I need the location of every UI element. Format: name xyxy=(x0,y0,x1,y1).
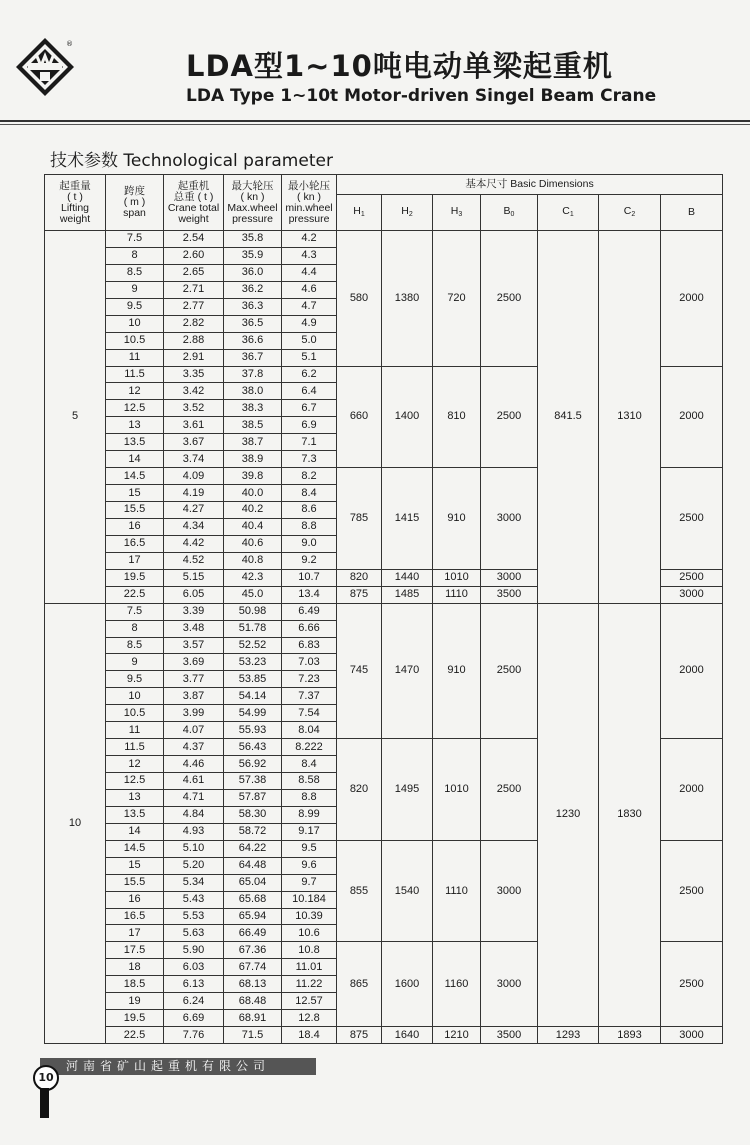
table-row xyxy=(45,603,723,620)
max-pressure-cell: 35.8 xyxy=(224,231,282,248)
span-cell: 12.5 xyxy=(106,400,164,417)
span-cell: 10 xyxy=(106,315,164,332)
max-pressure-cell: 55.93 xyxy=(224,722,282,739)
min-pressure-cell: 8.04 xyxy=(282,722,337,739)
max-pressure-cell: 36.7 xyxy=(224,349,282,366)
min-pressure-cell: 10.7 xyxy=(282,569,337,586)
max-pressure-cell: 64.48 xyxy=(224,857,282,874)
h1-cell: 875 xyxy=(337,586,382,603)
max-pressure-cell: 71.5 xyxy=(224,1027,282,1044)
total-weight-cell: 3.67 xyxy=(164,434,224,451)
max-pressure-cell: 35.9 xyxy=(224,247,282,264)
min-pressure-cell: 7.3 xyxy=(282,451,337,468)
max-pressure-cell: 37.8 xyxy=(224,366,282,383)
total-weight-cell: 5.63 xyxy=(164,925,224,942)
span-cell: 8.5 xyxy=(106,637,164,654)
total-weight-cell: 3.48 xyxy=(164,620,224,637)
min-pressure-cell: 10.8 xyxy=(282,942,337,959)
header-rule xyxy=(0,120,750,122)
span-cell: 18.5 xyxy=(106,976,164,993)
header-min-pressure: 最小轮压 ( kn ) min.wheel pressure xyxy=(282,175,337,231)
h1-cell: 580 xyxy=(337,231,382,367)
span-cell: 15 xyxy=(106,485,164,502)
h3-cell: 1010 xyxy=(433,569,481,586)
min-pressure-cell: 9.6 xyxy=(282,857,337,874)
header-b0: $B_0$ xyxy=(481,195,538,231)
max-pressure-cell: 54.14 xyxy=(224,688,282,705)
h2-cell: 1485 xyxy=(382,586,433,603)
h1-cell: 820 xyxy=(337,569,382,586)
total-weight-cell: 5.20 xyxy=(164,857,224,874)
min-pressure-cell: 7.23 xyxy=(282,671,337,688)
h2-cell: 1415 xyxy=(382,468,433,570)
total-weight-cell: 3.52 xyxy=(164,400,224,417)
min-pressure-cell: 8.4 xyxy=(282,485,337,502)
min-pressure-cell: 6.49 xyxy=(282,603,337,620)
h3-cell: 1110 xyxy=(433,586,481,603)
span-cell: 8 xyxy=(106,620,164,637)
max-pressure-cell: 36.3 xyxy=(224,298,282,315)
max-pressure-cell: 58.30 xyxy=(224,806,282,823)
b0-cell: 2500 xyxy=(481,603,538,739)
c1-cell: 841.5 xyxy=(538,231,599,604)
total-weight-cell: 3.57 xyxy=(164,637,224,654)
h3-cell: 910 xyxy=(433,468,481,570)
max-pressure-cell: 40.6 xyxy=(224,535,282,552)
header-h1: $H_1$ xyxy=(337,195,382,231)
span-cell: 14 xyxy=(106,451,164,468)
span-cell: 12 xyxy=(106,383,164,400)
h3-cell: 1110 xyxy=(433,840,481,942)
min-pressure-cell: 13.4 xyxy=(282,586,337,603)
min-pressure-cell: 6.7 xyxy=(282,400,337,417)
min-pressure-cell: 5.0 xyxy=(282,332,337,349)
min-pressure-cell: 8.2 xyxy=(282,468,337,485)
b0-cell: 2500 xyxy=(481,739,538,841)
page-title-chinese: LDA型1~10吨电动单梁起重机 xyxy=(186,49,613,83)
max-pressure-cell: 40.8 xyxy=(224,552,282,569)
page-number: 10 xyxy=(33,1065,59,1091)
h2-cell: 1540 xyxy=(382,840,433,942)
total-weight-cell: 2.54 xyxy=(164,231,224,248)
max-pressure-cell: 52.52 xyxy=(224,637,282,654)
company-name: 河南省矿山起重机有限公司 xyxy=(66,1059,271,1073)
b-cell: 2000 xyxy=(661,366,723,468)
total-weight-cell: 4.09 xyxy=(164,468,224,485)
c2-cell: 1893 xyxy=(599,1027,661,1044)
total-weight-cell: 6.24 xyxy=(164,993,224,1010)
total-weight-cell: 2.65 xyxy=(164,264,224,281)
b0-cell: 3000 xyxy=(481,569,538,586)
total-weight-cell: 4.07 xyxy=(164,722,224,739)
min-pressure-cell: 12.8 xyxy=(282,1010,337,1027)
header-basic-dimensions: 基本尺寸 Basic Dimensions xyxy=(337,175,723,195)
min-pressure-cell: 4.7 xyxy=(282,298,337,315)
max-pressure-cell: 50.98 xyxy=(224,603,282,620)
h2-cell: 1495 xyxy=(382,739,433,841)
span-cell: 9.5 xyxy=(106,671,164,688)
total-weight-cell: 3.74 xyxy=(164,451,224,468)
min-pressure-cell: 8.6 xyxy=(282,502,337,519)
total-weight-cell: 4.61 xyxy=(164,773,224,790)
min-pressure-cell: 7.03 xyxy=(282,654,337,671)
total-weight-cell: 5.53 xyxy=(164,908,224,925)
min-pressure-cell: 9.7 xyxy=(282,874,337,891)
h3-cell: 1010 xyxy=(433,739,481,841)
total-weight-cell: 2.71 xyxy=(164,281,224,298)
min-pressure-cell: 10.6 xyxy=(282,925,337,942)
span-cell: 9 xyxy=(106,654,164,671)
total-weight-cell: 3.87 xyxy=(164,688,224,705)
total-weight-cell: 6.13 xyxy=(164,976,224,993)
span-cell: 17 xyxy=(106,552,164,569)
header-lifting-weight: 起重量 ( t ) Lifting weight xyxy=(45,175,106,231)
max-pressure-cell: 57.87 xyxy=(224,789,282,806)
total-weight-cell: 3.69 xyxy=(164,654,224,671)
max-pressure-cell: 68.13 xyxy=(224,976,282,993)
total-weight-cell: 4.46 xyxy=(164,756,224,773)
min-pressure-cell: 6.66 xyxy=(282,620,337,637)
header-h3: $H_3$ xyxy=(433,195,481,231)
span-cell: 14 xyxy=(106,823,164,840)
h2-cell: 1400 xyxy=(382,366,433,468)
h1-cell: 785 xyxy=(337,468,382,570)
total-weight-cell: 2.91 xyxy=(164,349,224,366)
b0-cell: 3000 xyxy=(481,468,538,570)
max-pressure-cell: 42.3 xyxy=(224,569,282,586)
total-weight-cell: 4.34 xyxy=(164,518,224,535)
b-cell: 3000 xyxy=(661,586,723,603)
c1-cell: 1230 xyxy=(538,603,599,1026)
span-cell: 12.5 xyxy=(106,773,164,790)
total-weight-cell: 4.42 xyxy=(164,535,224,552)
span-cell: 16 xyxy=(106,891,164,908)
total-weight-cell: 3.61 xyxy=(164,417,224,434)
total-weight-cell: 4.37 xyxy=(164,739,224,756)
total-weight-cell: 6.69 xyxy=(164,1010,224,1027)
min-pressure-cell: 5.1 xyxy=(282,349,337,366)
span-cell: 11 xyxy=(106,349,164,366)
total-weight-cell: 4.19 xyxy=(164,485,224,502)
total-weight-cell: 4.84 xyxy=(164,806,224,823)
table-header xyxy=(45,175,723,231)
total-weight-cell: 3.99 xyxy=(164,705,224,722)
span-cell: 11 xyxy=(106,722,164,739)
max-pressure-cell: 36.5 xyxy=(224,315,282,332)
min-pressure-cell: 9.5 xyxy=(282,840,337,857)
total-weight-cell: 2.60 xyxy=(164,247,224,264)
span-cell: 11.5 xyxy=(106,739,164,756)
min-pressure-cell: 8.8 xyxy=(282,789,337,806)
span-cell: 22.5 xyxy=(106,1027,164,1044)
page-title-english: LDA Type 1~10t Motor-driven Singel Beam Crane xyxy=(186,86,657,106)
h1-cell: 820 xyxy=(337,739,382,841)
total-weight-cell: 3.42 xyxy=(164,383,224,400)
span-cell: 17 xyxy=(106,925,164,942)
min-pressure-cell: 6.2 xyxy=(282,366,337,383)
min-pressure-cell: 11.01 xyxy=(282,959,337,976)
total-weight-cell: 5.15 xyxy=(164,569,224,586)
table-row xyxy=(45,1027,723,1044)
max-pressure-cell: 36.2 xyxy=(224,281,282,298)
h3-cell: 1210 xyxy=(433,1027,481,1044)
min-pressure-cell: 8.8 xyxy=(282,518,337,535)
max-pressure-cell: 40.4 xyxy=(224,518,282,535)
min-pressure-cell: 7.37 xyxy=(282,688,337,705)
max-pressure-cell: 65.04 xyxy=(224,874,282,891)
h2-cell: 1470 xyxy=(382,603,433,739)
lifting-weight-cell: 10 xyxy=(45,603,106,1043)
h1-cell: 855 xyxy=(337,840,382,942)
min-pressure-cell: 8.58 xyxy=(282,773,337,790)
max-pressure-cell: 40.0 xyxy=(224,485,282,502)
b0-cell: 3500 xyxy=(481,586,538,603)
total-weight-cell: 2.82 xyxy=(164,315,224,332)
span-cell: 19.5 xyxy=(106,569,164,586)
span-cell: 15.5 xyxy=(106,874,164,891)
total-weight-cell: 3.39 xyxy=(164,603,224,620)
max-pressure-cell: 53.23 xyxy=(224,654,282,671)
total-weight-cell: 2.88 xyxy=(164,332,224,349)
max-pressure-cell: 67.36 xyxy=(224,942,282,959)
page-header xyxy=(0,0,750,122)
b-cell: 2000 xyxy=(661,603,723,739)
span-cell: 14.5 xyxy=(106,468,164,485)
parameter-table xyxy=(44,174,723,1044)
h1-cell: 875 xyxy=(337,1027,382,1044)
max-pressure-cell: 58.72 xyxy=(224,823,282,840)
b0-cell: 3000 xyxy=(481,942,538,1027)
total-weight-cell: 3.77 xyxy=(164,671,224,688)
b0-cell: 2500 xyxy=(481,366,538,468)
header-total-weight: 起重机 总重 ( t ) Crane total weight xyxy=(164,175,224,231)
lifting-weight-cell: 5 xyxy=(45,231,106,604)
max-pressure-cell: 65.94 xyxy=(224,908,282,925)
span-cell: 13.5 xyxy=(106,806,164,823)
max-pressure-cell: 67.74 xyxy=(224,959,282,976)
total-weight-cell: 5.34 xyxy=(164,874,224,891)
h3-cell: 1160 xyxy=(433,942,481,1027)
h3-cell: 810 xyxy=(433,366,481,468)
h1-cell: 660 xyxy=(337,366,382,468)
span-cell: 9.5 xyxy=(106,298,164,315)
span-cell: 15.5 xyxy=(106,502,164,519)
span-cell: 18 xyxy=(106,959,164,976)
header-c1: $C_1$ xyxy=(538,195,599,231)
max-pressure-cell: 68.48 xyxy=(224,993,282,1010)
max-pressure-cell: 68.91 xyxy=(224,1010,282,1027)
total-weight-cell: 3.35 xyxy=(164,366,224,383)
max-pressure-cell: 36.0 xyxy=(224,264,282,281)
header-b: B xyxy=(661,195,723,231)
span-cell: 10 xyxy=(106,688,164,705)
min-pressure-cell: 12.57 xyxy=(282,993,337,1010)
min-pressure-cell: 9.2 xyxy=(282,552,337,569)
max-pressure-cell: 38.5 xyxy=(224,417,282,434)
span-cell: 10.5 xyxy=(106,332,164,349)
max-pressure-cell: 38.3 xyxy=(224,400,282,417)
h3-cell: 910 xyxy=(433,603,481,739)
span-cell: 19.5 xyxy=(106,1010,164,1027)
min-pressure-cell: 4.6 xyxy=(282,281,337,298)
span-cell: 10.5 xyxy=(106,705,164,722)
max-pressure-cell: 56.43 xyxy=(224,739,282,756)
total-weight-cell: 5.90 xyxy=(164,942,224,959)
table-body xyxy=(45,231,723,1044)
h2-cell: 1600 xyxy=(382,942,433,1027)
max-pressure-cell: 36.6 xyxy=(224,332,282,349)
total-weight-cell: 5.10 xyxy=(164,840,224,857)
c2-cell: 1310 xyxy=(599,231,661,604)
header-c2: $C_2$ xyxy=(599,195,661,231)
h2-cell: 1640 xyxy=(382,1027,433,1044)
header-rule-thin xyxy=(0,124,750,125)
b-cell: 2500 xyxy=(661,840,723,942)
min-pressure-cell: 9.0 xyxy=(282,535,337,552)
h2-cell: 1440 xyxy=(382,569,433,586)
min-pressure-cell: 6.83 xyxy=(282,637,337,654)
b-cell: 3000 xyxy=(661,1027,723,1044)
max-pressure-cell: 51.78 xyxy=(224,620,282,637)
span-cell: 8.5 xyxy=(106,264,164,281)
span-cell: 11.5 xyxy=(106,366,164,383)
span-cell: 14.5 xyxy=(106,840,164,857)
min-pressure-cell: 6.4 xyxy=(282,383,337,400)
max-pressure-cell: 57.38 xyxy=(224,773,282,790)
max-pressure-cell: 66.49 xyxy=(224,925,282,942)
min-pressure-cell: 10.184 xyxy=(282,891,337,908)
min-pressure-cell: 18.4 xyxy=(282,1027,337,1044)
max-pressure-cell: 65.68 xyxy=(224,891,282,908)
b-cell: 2000 xyxy=(661,739,723,841)
registered-mark: ® xyxy=(66,40,73,48)
header-span: 跨度 ( m ) span xyxy=(106,175,164,231)
span-cell: 13 xyxy=(106,417,164,434)
page-marker xyxy=(40,1088,49,1118)
h1-cell: 745 xyxy=(337,603,382,739)
max-pressure-cell: 64.22 xyxy=(224,840,282,857)
b-cell: 2500 xyxy=(661,942,723,1027)
section-title: 技术参数 Technological parameter xyxy=(50,151,333,171)
span-cell: 7.5 xyxy=(106,603,164,620)
h3-cell: 720 xyxy=(433,231,481,367)
b-cell: 2500 xyxy=(661,468,723,570)
max-pressure-cell: 38.9 xyxy=(224,451,282,468)
span-cell: 8 xyxy=(106,247,164,264)
min-pressure-cell: 8.99 xyxy=(282,806,337,823)
min-pressure-cell: 8.4 xyxy=(282,756,337,773)
b0-cell: 2500 xyxy=(481,231,538,367)
min-pressure-cell: 10.39 xyxy=(282,908,337,925)
b-cell: 2500 xyxy=(661,569,723,586)
total-weight-cell: 4.27 xyxy=(164,502,224,519)
min-pressure-cell: 4.4 xyxy=(282,264,337,281)
min-pressure-cell: 7.1 xyxy=(282,434,337,451)
total-weight-cell: 6.05 xyxy=(164,586,224,603)
max-pressure-cell: 38.7 xyxy=(224,434,282,451)
total-weight-cell: 4.93 xyxy=(164,823,224,840)
table-row xyxy=(45,231,723,248)
b-cell: 2000 xyxy=(661,231,723,367)
total-weight-cell: 6.03 xyxy=(164,959,224,976)
min-pressure-cell: 7.54 xyxy=(282,705,337,722)
h2-cell: 1380 xyxy=(382,231,433,367)
max-pressure-cell: 54.99 xyxy=(224,705,282,722)
b0-cell: 3500 xyxy=(481,1027,538,1044)
h1-cell: 865 xyxy=(337,942,382,1027)
min-pressure-cell: 6.9 xyxy=(282,417,337,434)
min-pressure-cell: 4.9 xyxy=(282,315,337,332)
min-pressure-cell: 8.222 xyxy=(282,739,337,756)
span-cell: 13 xyxy=(106,789,164,806)
span-cell: 22.5 xyxy=(106,586,164,603)
span-cell: 16.5 xyxy=(106,908,164,925)
total-weight-cell: 4.71 xyxy=(164,789,224,806)
min-pressure-cell: 9.17 xyxy=(282,823,337,840)
header-h2: $H_2$ xyxy=(382,195,433,231)
header-max-pressure: 最大轮压 ( kn ) Max.wheel pressure xyxy=(224,175,282,231)
total-weight-cell: 5.43 xyxy=(164,891,224,908)
span-cell: 16.5 xyxy=(106,535,164,552)
max-pressure-cell: 45.0 xyxy=(224,586,282,603)
max-pressure-cell: 39.8 xyxy=(224,468,282,485)
total-weight-cell: 4.52 xyxy=(164,552,224,569)
max-pressure-cell: 56.92 xyxy=(224,756,282,773)
span-cell: 13.5 xyxy=(106,434,164,451)
max-pressure-cell: 40.2 xyxy=(224,502,282,519)
min-pressure-cell: 4.2 xyxy=(282,231,337,248)
c1-cell: 1293 xyxy=(538,1027,599,1044)
c2-cell: 1830 xyxy=(599,603,661,1026)
span-cell: 7.5 xyxy=(106,231,164,248)
b0-cell: 3000 xyxy=(481,840,538,942)
max-pressure-cell: 38.0 xyxy=(224,383,282,400)
span-cell: 16 xyxy=(106,518,164,535)
span-cell: 15 xyxy=(106,857,164,874)
min-pressure-cell: 4.3 xyxy=(282,247,337,264)
span-cell: 9 xyxy=(106,281,164,298)
span-cell: 17.5 xyxy=(106,942,164,959)
min-pressure-cell: 11.22 xyxy=(282,976,337,993)
total-weight-cell: 2.77 xyxy=(164,298,224,315)
span-cell: 19 xyxy=(106,993,164,1010)
total-weight-cell: 7.76 xyxy=(164,1027,224,1044)
max-pressure-cell: 53.85 xyxy=(224,671,282,688)
span-cell: 12 xyxy=(106,756,164,773)
